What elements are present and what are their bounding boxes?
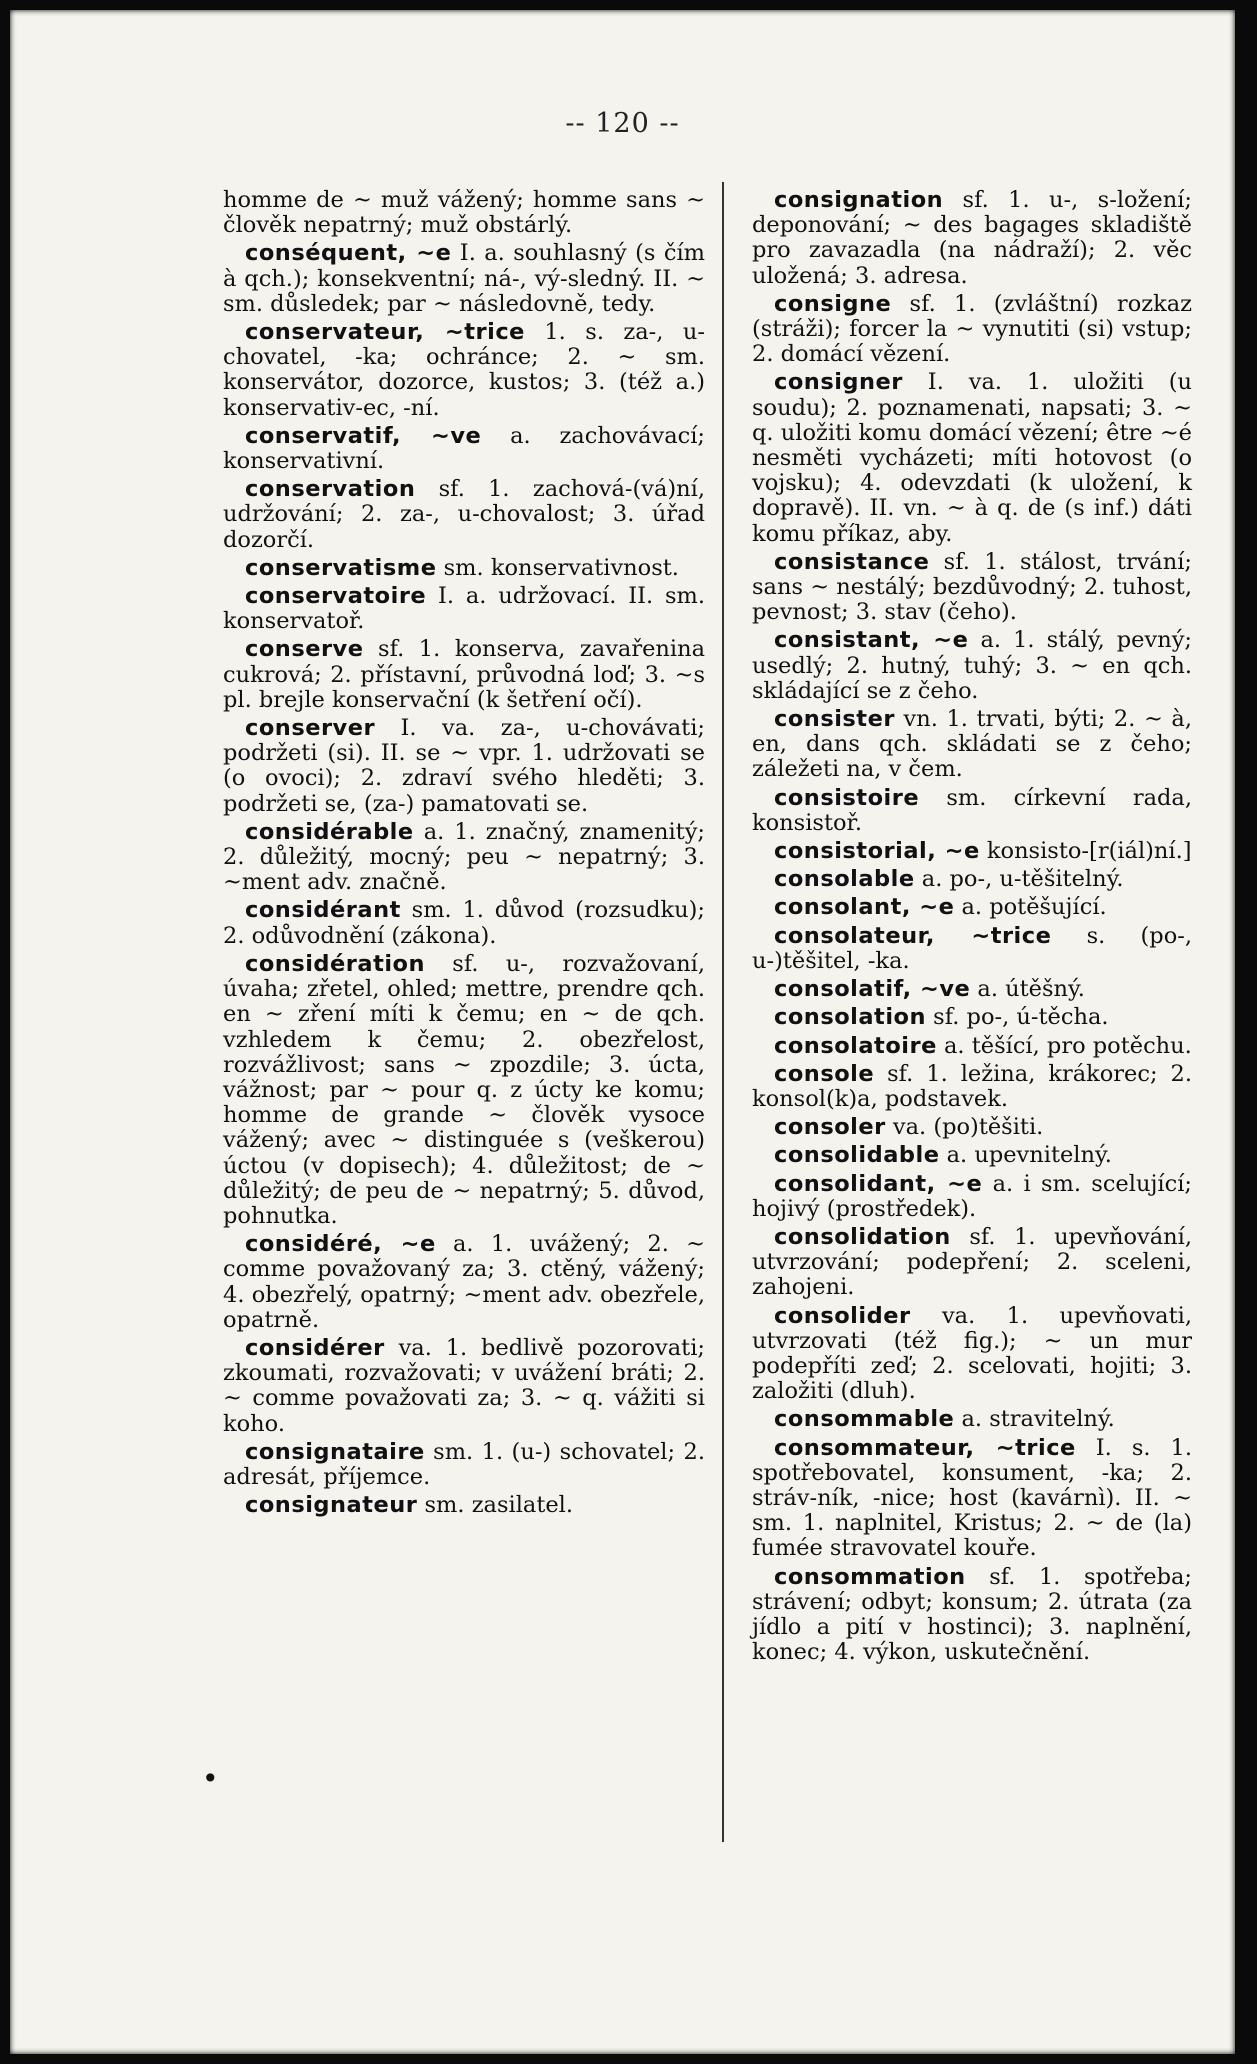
entry-headword: consistoire: [774, 784, 920, 811]
dictionary-entry: [752, 550, 1192, 626]
entry-definition: sf. 1. (zvláštní) rozkaz (stráži); forcer la ~ vynutiti (si) vstup; 2. domácí vězení.: [752, 290, 1192, 368]
entry-headword: consommateur, ~trice: [774, 1434, 1076, 1461]
entry-headword: consolatoire: [774, 1032, 937, 1059]
dictionary-entry: [223, 241, 705, 317]
dictionary-entry: [752, 628, 1192, 704]
entry-definition: 1. s. za-, u-chovatel, -ka; ochránce; 2. ~ sm. konservátor, dozorce, kustos; 3. (též a.) konservativ-ec, -ní.: [223, 319, 705, 421]
entry-headword: consolation: [774, 1004, 927, 1031]
entry-definition: a. těšící, pro potěchu.: [936, 1032, 1192, 1059]
entry-definition: a. útěšný.: [970, 976, 1085, 1003]
dictionary-entry: [752, 924, 1192, 974]
entry-headword: consolider: [774, 1302, 911, 1329]
entry-headword: consommable: [774, 1406, 955, 1433]
entry-headword: consignataire: [245, 1438, 425, 1465]
entry-definition: sm. 1. důvod (rozsudku); 2. odůvodnění (zákona).: [223, 897, 705, 949]
dictionary-entry: [223, 1440, 705, 1490]
entry-headword: conservatoire: [245, 583, 427, 610]
entry-definition: sm. 1. (u-) schovatel; 2. adresát, příjemce.: [223, 1438, 705, 1490]
entry-definition: a. upevnitelný.: [939, 1142, 1112, 1169]
dictionary-entry: [223, 320, 705, 421]
entry-headword: conservation: [245, 476, 416, 503]
dictionary-entry: [752, 1062, 1192, 1112]
dictionary-entry: [223, 637, 705, 713]
dictionary-entry: [223, 1493, 705, 1518]
dictionary-entry: [752, 895, 1192, 920]
dictionary-entry: [752, 1172, 1192, 1222]
dictionary-entry: [752, 1565, 1192, 1666]
entry-definition: sf. 1. spotřeba; strávení; odbyt; konsum; 2. útrata (za jídlo a pití v hostinci); 3. naplnění, konec; 4. výkon, uskutečnění.: [752, 1563, 1192, 1666]
entry-headword: consommation: [774, 1563, 966, 1590]
entry-definition: va. 1. bedlivě pozorovati; zkoumati, rozvažovati; v uvážení bráti; 2. ~ comme považovati za; 3. ~ q. vážiti si koho.: [223, 1334, 705, 1437]
entry-definition: sm. zasilatel.: [417, 1492, 574, 1519]
dictionary-entry: [752, 1225, 1192, 1301]
entry-definition: a. i sm. scelující; hojivý (prostředek).: [752, 1170, 1192, 1222]
dictionary-entry: [752, 839, 1192, 864]
entry-headword: considérable: [245, 818, 414, 845]
entry-headword: conservatisme: [245, 554, 437, 581]
dictionary-entry: [223, 556, 705, 581]
entry-headword: consolidant, ~e: [774, 1170, 983, 1197]
dictionary-entry: [752, 188, 1192, 289]
dictionary-entry: [752, 1436, 1192, 1562]
entry-headword: considéré, ~e: [245, 1231, 436, 1258]
entry-definition: konsisto-[r(iál)ní.]: [979, 838, 1192, 865]
entry-definition: sf. po-, ú-těcha.: [926, 1004, 1109, 1031]
entry-headword: conséquent, ~e: [245, 240, 452, 267]
entry-definition: I. s. 1. spotřebovatel, konsument, -ka; 2. stráv-ník, -nice; host (kavárnì). II. ~ sm. 1. naplnitel, Kristus; 2. ~ de (la) fumée stravovatel kouře.: [752, 1434, 1192, 1562]
entry-headword: considérer: [245, 1334, 385, 1361]
dictionary-entry: [223, 424, 705, 474]
entry-definition: s. (po-, u-)těšitel, -ka.: [752, 922, 1192, 974]
entry-definition: I. va. 1. uložiti (u soudu); 2. poznamenati, napsati; 3. ~ q. uložiti komu domácí vězení; être ~é nesměti vycházeti; míti hotovost (o vojsku); 4. odevzdati (k uložení, k dopravě). II. vn. ~ à q. de (s inf.) dáti komu příkaz, aby.: [752, 369, 1192, 547]
entry-definition: vn. 1. trvati, býti; 2. ~ à, en, dans qch. skládati se z čeho; záležeti na, v čem.: [752, 706, 1192, 783]
entry-headword: consigne: [774, 290, 892, 317]
entry-definition: sf. 1. ležina, krákorec; 2. konsol(k)a, podstavek.: [752, 1060, 1192, 1112]
entry-definition: sf. 1. zachová-(vá)ní, udržování; 2. za-, u-chovalost; 3. úřad dozorčí.: [223, 476, 705, 553]
dictionary-entry: [752, 786, 1192, 836]
entry-definition: va. 1. upevňovati, utvrzovati (též fig.); ~ un mur podepříti zeď; 2. scelovati, hojiti; 3. založiti (dluh).: [752, 1302, 1192, 1405]
entry-headword: consister: [774, 706, 895, 733]
entry-headword: consignateur: [245, 1492, 418, 1519]
entry-definition: sf. 1. u-, s-ložení; deponování; ~ des bagages skladiště pro zavazadla (na nádraží); 2. věc uložená; 3. adresa.: [752, 187, 1192, 289]
dictionary-entry: [752, 292, 1192, 368]
entry-definition: sm. církevní rada, konsistoř.: [752, 784, 1192, 836]
dictionary-entry: [752, 1407, 1192, 1432]
dictionary-entry: [223, 820, 705, 896]
entry-headword: consolateur, ~trice: [774, 922, 1052, 949]
dictionary-entry: [752, 1143, 1192, 1168]
entry-definition: I. a. souhlasný (s čím à qch.); konsekventní; ná-, vý-sledný. II. ~ sm. důsledek; par ~ následovně, tedy.: [223, 240, 705, 317]
entry-headword: console: [774, 1060, 875, 1087]
entry-headword: consistorial, ~e: [774, 838, 980, 865]
dictionary-entry: [752, 707, 1192, 783]
entry-headword: consignation: [774, 187, 944, 213]
dictionary-entry: [223, 584, 705, 634]
entry-headword: consolidable: [774, 1142, 940, 1169]
dictionary-entry: [752, 1115, 1192, 1140]
entry-headword: conservatif, ~ve: [245, 422, 482, 449]
entry-definition: a. po-, u-těšitelný.: [914, 866, 1124, 893]
column-divider: [722, 182, 724, 1842]
page-number: -- 120 --: [565, 108, 680, 139]
right-column: [752, 188, 1192, 1668]
dictionary-entry: [752, 1304, 1192, 1405]
entry-definition: a. zachovávací; konservativní.: [223, 422, 705, 475]
entry-definition: sm. konservativnost.: [436, 554, 679, 581]
entry-headword: conserver: [245, 715, 376, 742]
entry-definition: sf. 1. stálost, trvání; sans ~ nestálý; bezdůvodný; 2. tuhost, pevnost; 3. stav (čeho).: [752, 548, 1192, 626]
entry-definition: a. 1. značný, znamenitý; 2. důležitý, mocný; peu ~ nepatrný; 3. ~ment adv. značně.: [223, 818, 705, 896]
entry-definition: a. potěšující.: [954, 894, 1107, 921]
dictionary-entry: [752, 370, 1192, 546]
entry-headword: consoler: [774, 1114, 886, 1141]
entry-headword: consigner: [774, 369, 903, 396]
entry-headword: consolatif, ~ve: [774, 976, 971, 1003]
entry-definition: a. stravitelný.: [954, 1406, 1115, 1433]
entry-definition: a. 1. uvážený; 2. ~ comme považovaný za; 3. ctěný, vážený; 4. obezřelý, opatrný; ~ment adv. obezřele, opatrně.: [223, 1231, 705, 1333]
left-column: [223, 188, 705, 1521]
entry-headword: consolable: [774, 866, 915, 893]
dictionary-entry: [223, 188, 705, 238]
entry-definition: a. 1. stálý, pevný; usedlý; 2. hutný, tuhý; 3. ~ en qch. skládající se z čeho.: [752, 627, 1192, 704]
entry-headword: conservateur, ~trice: [245, 319, 525, 346]
dictionary-entry: [752, 1005, 1192, 1030]
dictionary-entry: [223, 898, 705, 948]
margin-dot: •: [202, 1762, 219, 1795]
entry-headword: consistance: [774, 548, 930, 575]
dictionary-entry: [223, 1232, 705, 1333]
dictionary-entry: [752, 977, 1192, 1002]
entry-definition: sf. 1. upevňování, utvrzování; podepření; 2. sceleni, zahojeni.: [752, 1223, 1192, 1301]
entry-headword: considération: [245, 950, 426, 977]
entry-definition: va. (po)těšiti.: [885, 1114, 1044, 1141]
entry-headword: considérant: [245, 897, 401, 924]
entry-headword: conserve: [245, 636, 364, 663]
dictionary-entry: [752, 1034, 1192, 1059]
entry-headword: consistant, ~e: [774, 627, 969, 654]
entry-definition: homme de ~ muž vážený; homme sans ~ člověk nepatrný; muž obstárlý.: [223, 187, 705, 239]
dictionary-entry: [752, 867, 1192, 892]
dictionary-entry: [223, 1336, 705, 1437]
dictionary-entry: [223, 477, 705, 553]
entry-definition: I. a. udržovací. II. sm. konservatoř.: [223, 583, 705, 635]
entry-headword: consolant, ~e: [774, 894, 955, 921]
entry-definition: sf. 1. konserva, zavařenina cukrová; 2. přístavní, průvodná loď; 3. ~s pl. brejle konservační (k šetření očí).: [223, 636, 705, 713]
dictionary-entry: [223, 716, 705, 817]
entry-headword: consolidation: [774, 1223, 951, 1250]
dictionary-entry: [223, 952, 705, 1229]
entry-definition: sf. u-, rozvažovaní, úvaha; zřetel, ohled; mettre, prendre qch. en ~ zření míti k čemu; en ~ de qch. vzhledem k čemu; 2. obezřelost, rozvážlivost; sans ~ zpozdile; 3. úcta, vážnost; par ~ pour q. z úcty ke komu; homme de grande ~ člověk vysoce vážený; avec ~ distinguée s (veškerou) úctou (v dopisech); 4. důležitost; de ~ důležitý; de peu de ~ nepatrný; 5. důvod, pohnutka.: [223, 950, 705, 1229]
entry-definition: I. va. za-, u-chovávati; podržeti (si). II. se ~ vpr. 1. udržovati se (o ovoci); 2. zdraví svého hleděti; 3. podržeti se, (za-) pamatovati se.: [223, 715, 705, 817]
dictionary-page: [10, 10, 1235, 2054]
